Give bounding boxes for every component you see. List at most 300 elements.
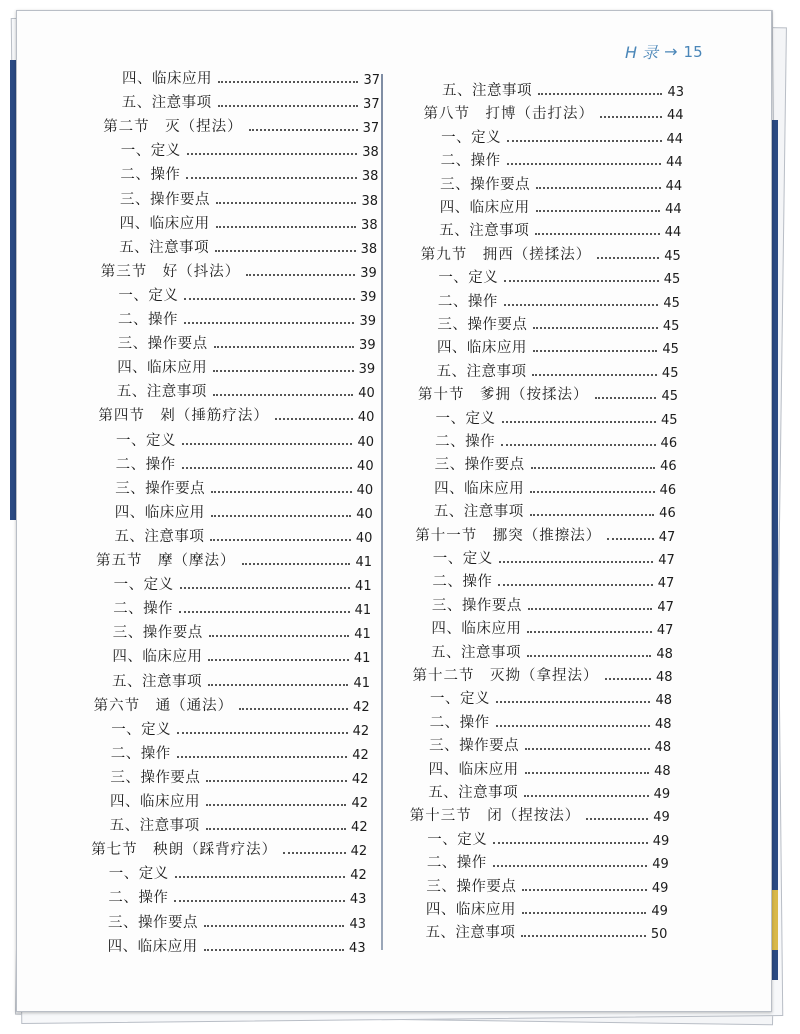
dot-leader (496, 725, 650, 727)
dot-leader (177, 732, 347, 734)
toc-entry-title: 三、操作要点 (112, 625, 203, 642)
toc-entry-row (120, 187, 378, 209)
dot-leader (600, 116, 662, 118)
dot-leader (533, 327, 657, 329)
toc-entry-title: 一、定义 (111, 721, 172, 738)
toc-page-number: 43 (349, 916, 366, 932)
toc-section-row (98, 403, 374, 425)
toc-page-number: 43 (349, 892, 367, 908)
toc-page-number: 42 (351, 771, 369, 787)
toc-page-number: 45 (661, 365, 679, 381)
toc-page-number: 40 (356, 506, 373, 522)
toc-entry-row (434, 499, 676, 521)
toc-entry-title: 三、操作要点 (110, 769, 201, 786)
toc-entry-title: 三、操作要点 (440, 176, 531, 193)
toc-entry-title: 五、注意事项 (433, 504, 524, 521)
toc-entry-title: 四、临床应用 (107, 938, 198, 955)
dot-leader (218, 105, 358, 107)
toc-entry-title: 三、操作要点 (426, 878, 517, 895)
toc-entry-title: 二、操作 (437, 293, 498, 310)
toc-entry-row (437, 335, 679, 357)
toc-page-number: 41 (354, 603, 372, 619)
toc-entry-title: 二、操作 (118, 312, 178, 328)
toc-entry-title: 第十节 爹拥（按揉法） (418, 387, 589, 404)
dot-leader (283, 852, 345, 854)
toc-entry-title: 三、操作要点 (120, 191, 210, 208)
toc-entry-title: 四、临床应用 (114, 504, 205, 521)
dot-leader (249, 129, 358, 131)
toc-page-number: 47 (656, 623, 674, 639)
toc-entry-title: 四、临床应用 (428, 761, 519, 778)
toc-entry-title: 三、操作要点 (108, 914, 198, 931)
toc-entry-row (114, 572, 372, 594)
toc-entry-title: 五、注意事项 (430, 644, 521, 661)
toc-page-number: 39 (360, 265, 377, 281)
toc-entry-title: 四、临床应用 (436, 340, 527, 357)
toc-page-number: 37 (362, 121, 380, 137)
dot-leader (206, 804, 346, 806)
dot-leader (186, 177, 356, 179)
toc-entry-row (441, 125, 683, 147)
toc-entry-title: 四、临床应用 (431, 621, 522, 638)
dot-leader (527, 631, 651, 633)
toc-entry-row (426, 874, 668, 896)
dot-leader (504, 280, 658, 282)
toc-section-row (94, 693, 370, 715)
toc-entry-title: 二、操作 (108, 890, 169, 907)
toc-entry-title: 第十三节 闭（捏按法） (409, 808, 581, 825)
dot-leader (524, 795, 648, 797)
toc-page-number: 41 (353, 675, 370, 691)
toc-entry-title: 五、注意事项 (114, 528, 205, 545)
dot-leader (211, 515, 351, 517)
toc-entry-row (117, 379, 375, 401)
toc-entry-row (109, 861, 367, 883)
toc-page-number: 46 (660, 459, 677, 475)
toc-entry-row (120, 162, 378, 184)
toc-entry-title: 第八节 打博（击打法） (423, 106, 595, 123)
toc-entry-title: 三、操作要点 (117, 336, 208, 353)
toc-page-number: 40 (356, 482, 374, 498)
toc-entry-row (112, 644, 370, 666)
toc-entry-row (439, 218, 681, 240)
toc-page-number: 42 (351, 820, 368, 836)
toc-page-number: 44 (665, 202, 682, 217)
dot-leader (507, 140, 661, 142)
toc-entry-title: 三、操作要点 (434, 457, 525, 474)
toc-entry-title: 第三节 好（抖法） (100, 263, 241, 280)
toc-entry-row (115, 476, 373, 498)
toc-section-row (424, 101, 684, 123)
toc-page-number: 39 (358, 362, 376, 378)
toc-entry-row (114, 524, 372, 546)
toc-entry-row (427, 850, 669, 872)
toc-entry-row (429, 757, 671, 779)
dot-leader (180, 587, 350, 589)
dot-leader (531, 467, 655, 469)
toc-entry-title: 二、操作 (110, 745, 171, 762)
dot-leader (521, 935, 645, 937)
dot-leader (525, 748, 649, 750)
toc-entry-row (118, 331, 376, 353)
toc-entry-row (108, 934, 366, 956)
dot-leader (607, 538, 653, 540)
toc-entry-row (111, 717, 369, 739)
toc-entry-row (111, 741, 369, 763)
dot-leader (210, 539, 350, 541)
toc-page-number: 38 (361, 169, 379, 185)
toc-section-row (91, 837, 367, 859)
toc-entry-row (116, 452, 374, 474)
toc-entry-row (430, 686, 672, 708)
toc-page-number: 38 (361, 193, 378, 209)
dot-leader (595, 397, 657, 399)
toc-entry-title: 一、定义 (441, 129, 502, 146)
toc-entry-title: 一、定义 (427, 831, 488, 848)
toc-page-number: 50 (650, 927, 668, 943)
dot-leader (214, 346, 354, 348)
toc-page-number: 43 (667, 85, 684, 100)
toc-entry-title: 一、定义 (113, 577, 174, 594)
dot-leader (533, 350, 657, 352)
toc-entry-row (428, 780, 670, 802)
toc-entry-row (115, 500, 373, 522)
toc-entry-title: 四、临床应用 (122, 71, 212, 87)
dot-leader (208, 684, 348, 686)
toc-entry-title: 一、定义 (438, 270, 499, 287)
toc-page-number: 48 (654, 740, 672, 756)
toc-page-number: 45 (661, 412, 678, 428)
toc-entry-title: 五、注意事项 (442, 83, 532, 99)
toc-page-number: 41 (353, 651, 371, 667)
toc-entry-title: 五、注意事项 (425, 925, 516, 942)
toc-entry-title: 五、注意事项 (112, 673, 202, 690)
toc-entry-title: 一、定义 (108, 866, 169, 883)
toc-entry-row (425, 920, 667, 942)
toc-page-number: 41 (355, 555, 372, 570)
toc-page-number: 42 (352, 723, 370, 739)
dot-leader (242, 563, 351, 565)
dot-leader (182, 467, 352, 469)
dot-leader (204, 949, 344, 951)
toc-page-number: 49 (653, 787, 671, 802)
dot-leader (215, 250, 355, 252)
toc-entry-row (108, 885, 366, 907)
dot-leader (522, 889, 646, 891)
toc-page-number: 38 (361, 217, 378, 233)
dot-leader (177, 756, 347, 758)
toc-entry-row (113, 620, 371, 642)
toc-page-number: 46 (660, 436, 678, 451)
toc-entry-title: 一、定义 (435, 410, 496, 427)
toc-entry-title: 五、注意事项 (116, 384, 207, 401)
toc-entry-row (438, 289, 680, 311)
toc-entry-row (432, 593, 674, 615)
arrow-icon: → (664, 42, 678, 61)
toc-entry-title: 三、操作要点 (431, 597, 522, 614)
toc-entry-title: 四、临床应用 (119, 215, 210, 232)
toc-page-number: 39 (359, 289, 377, 305)
toc-page-number: 44 (666, 155, 683, 171)
dot-leader (530, 514, 654, 516)
dot-leader (213, 394, 353, 396)
toc-section-row (415, 523, 675, 545)
toc-page-number: 49 (652, 833, 670, 849)
dot-leader (246, 274, 355, 276)
dot-leader (174, 900, 344, 902)
toc-entry-row (429, 733, 671, 755)
toc-entry-row (108, 910, 366, 932)
toc-entry-row (427, 827, 669, 849)
dot-leader (597, 257, 659, 259)
toc-entry-title: 一、定义 (120, 143, 181, 160)
dot-leader (527, 655, 651, 657)
toc-page-number: 45 (662, 319, 680, 334)
toc-entry-title: 四、临床应用 (110, 794, 200, 810)
toc-entry-title: 第十二节 灭拗（拿捏法） (412, 668, 599, 684)
toc-page-number: 37 (363, 97, 380, 113)
toc-entry-title: 第六节 通（通法） (93, 697, 234, 714)
toc-entry-title: 二、操作 (432, 574, 493, 591)
toc-page-number: 39 (359, 314, 376, 329)
toc-entry-row (440, 172, 682, 194)
toc-entry-row (434, 476, 676, 498)
toc-page-number: 44 (664, 225, 682, 241)
dot-leader (213, 370, 353, 372)
dot-leader (536, 210, 660, 212)
toc-page-number: 44 (666, 131, 684, 147)
toc-page-number: 47 (657, 576, 675, 592)
toc-entry-title: 四、临床应用 (439, 200, 530, 216)
dot-leader (239, 708, 348, 710)
dot-leader (530, 491, 654, 493)
toc-entry-row (436, 406, 678, 428)
toc-entry-row (438, 265, 680, 287)
toc-entry-row (118, 307, 376, 329)
toc-page-number: 48 (656, 646, 673, 662)
toc-section-row (421, 242, 681, 264)
toc-page-number: 45 (661, 389, 679, 405)
toc-page-number: 37 (363, 73, 380, 88)
toc-entry-title: 第九节 拥西（搓揉法） (420, 246, 592, 263)
toc-page-number: 41 (354, 627, 371, 643)
dot-leader (536, 187, 660, 189)
blue-page-edge-right (772, 120, 778, 980)
toc-entry-title: 五、注意事项 (439, 223, 530, 240)
dot-leader (501, 444, 655, 446)
toc-page-number: 38 (362, 145, 379, 161)
toc-entry-row (110, 813, 368, 835)
dot-leader (496, 701, 650, 703)
toc-entry-row (121, 138, 379, 160)
toc-page-number: 46 (659, 482, 677, 498)
dot-leader (502, 421, 656, 423)
dot-leader (216, 226, 356, 228)
toc-page-number: 45 (662, 342, 679, 358)
dot-leader (206, 780, 346, 782)
toc-page-number: 40 (355, 530, 373, 546)
toc-section-row (101, 259, 377, 281)
toc-page-number: 45 (664, 248, 681, 264)
toc-entry-row (118, 283, 376, 305)
dot-leader (218, 81, 358, 83)
toc-entry-row (437, 312, 679, 334)
dot-leader (204, 925, 344, 927)
dot-leader (208, 659, 348, 661)
toc-entry-title: 五、注意事项 (109, 818, 200, 835)
toc-entry-row (440, 195, 682, 217)
toc-section-row (418, 382, 678, 404)
toc-entry-title: 一、定义 (118, 287, 179, 304)
toc-page-number: 42 (351, 796, 368, 811)
dot-leader (532, 374, 656, 376)
page-number: 15 (683, 42, 703, 61)
toc-page-number: 40 (357, 458, 374, 474)
toc-page-number: 38 (360, 241, 378, 257)
dot-leader (499, 561, 653, 563)
dot-leader (209, 635, 349, 637)
toc-page-number: 44 (666, 108, 684, 124)
toc-entry-row (120, 211, 378, 233)
toc-entry-title: 第五节 摩（摩法） (96, 553, 236, 569)
toc-entry-row (122, 90, 380, 112)
toc-page-number: 43 (349, 940, 366, 956)
toc-entry-row (117, 355, 375, 377)
toc-entry-title: 二、操作 (435, 434, 496, 450)
toc-page-number: 44 (665, 178, 683, 194)
toc-entry-title: 四、临床应用 (434, 480, 525, 497)
toc-entry-title: 五、注意事项 (121, 95, 212, 112)
header-label: H 录 (625, 43, 659, 62)
toc-entry-row (112, 669, 370, 691)
dot-leader (206, 828, 346, 830)
yellow-page-edge (772, 890, 778, 950)
dot-leader (182, 443, 352, 445)
dot-leader (522, 912, 646, 914)
toc-page-number: 40 (357, 410, 375, 426)
toc-section-row (410, 803, 670, 825)
dot-leader (175, 876, 345, 878)
toc-entry-title: 二、操作 (120, 167, 181, 184)
dot-leader (507, 163, 661, 165)
toc-section-row (103, 114, 379, 136)
toc-entry-row (119, 235, 377, 257)
toc-entry-row (110, 765, 368, 787)
toc-entry-title: 五、注意事项 (436, 363, 527, 380)
dot-leader (184, 298, 354, 300)
dot-leader (184, 322, 354, 324)
toc-entry-row (113, 596, 371, 618)
toc-page-number: 47 (658, 553, 675, 568)
toc-section-row (96, 548, 372, 570)
toc-entry-row (433, 546, 675, 568)
toc-page-number: 48 (654, 763, 671, 779)
toc-entry-row (436, 359, 678, 381)
toc-entry-title: 三、操作要点 (437, 317, 528, 333)
toc-page-number: 49 (651, 880, 669, 896)
toc-page-number: 42 (350, 844, 368, 860)
column-divider (381, 74, 383, 950)
toc-entry-title: 四、临床应用 (425, 902, 516, 918)
toc-entry-title: 二、操作 (429, 714, 490, 731)
dot-leader (586, 818, 648, 820)
toc-page-number: 48 (655, 693, 673, 709)
toc-page-number: 46 (659, 506, 676, 522)
dot-leader (493, 842, 647, 844)
toc-entry-title: 三、操作要点 (115, 480, 206, 497)
toc-page-number: 49 (653, 810, 670, 826)
toc-page-number: 39 (359, 338, 376, 354)
toc-page-number: 40 (358, 386, 375, 402)
toc-entry-row (432, 569, 674, 591)
toc-page-number: 49 (651, 904, 668, 919)
dot-leader (535, 233, 659, 235)
toc-entry-title: 三、操作要点 (429, 738, 520, 755)
toc-entry-row (435, 452, 677, 474)
dot-leader (504, 304, 658, 306)
toc-page-number: 45 (663, 295, 680, 311)
dot-leader (216, 202, 356, 204)
dot-leader (605, 678, 651, 680)
toc-entry-row (431, 616, 673, 638)
dot-leader (275, 418, 353, 420)
dot-leader (493, 865, 647, 867)
toc-page-number: 47 (657, 599, 674, 615)
dot-leader (498, 584, 652, 586)
toc-entry-title: 一、定义 (432, 551, 493, 567)
toc-entry-row (110, 789, 368, 811)
toc-page-number: 45 (663, 272, 681, 288)
toc-entry-title: 二、操作 (113, 601, 174, 618)
toc-entry-row (122, 66, 380, 88)
toc-entry-row (441, 148, 683, 170)
toc-entry-title: 一、定义 (430, 691, 491, 708)
page-header (625, 40, 703, 63)
toc-page-number: 47 (658, 529, 676, 545)
toc-page-number: 48 (655, 670, 673, 685)
toc-section-row (413, 663, 673, 685)
toc-entry-title: 二、操作 (115, 456, 176, 473)
toc-entry-title: 五、注意事项 (428, 785, 519, 801)
toc-page-number: 40 (357, 434, 374, 450)
toc-page-number: 42 (350, 868, 367, 884)
toc-entry-row (442, 78, 684, 100)
toc-page-number: 42 (352, 747, 369, 763)
toc-page-number: 41 (355, 579, 372, 595)
toc-entry-title: 二、操作 (426, 855, 487, 872)
toc-page-number: 42 (353, 699, 370, 715)
toc-entry-title: 第二节 灭（捏法） (103, 119, 243, 136)
dot-leader (179, 611, 349, 613)
toc-entry-title: 二、操作 (440, 153, 501, 170)
dot-leader (211, 491, 351, 493)
toc-page-number: 49 (652, 857, 669, 873)
toc-entry-title: 一、定义 (116, 432, 176, 449)
toc-page-number: 48 (655, 716, 672, 732)
toc-entry-title: 四、临床应用 (117, 360, 208, 377)
toc-entry-row (435, 429, 677, 451)
dot-leader (538, 93, 662, 95)
toc-entry-title: 第四节 剁（捶筋疗法） (98, 408, 269, 425)
toc-entry-row (431, 640, 673, 662)
toc-entry-title: 五、注意事项 (119, 239, 210, 256)
toc-entry-title: 第七节 秧朗（踩背疗法） (91, 842, 278, 859)
dot-leader (187, 153, 357, 155)
toc-entry-row (116, 428, 374, 450)
dot-leader (525, 772, 649, 774)
toc-entry-title: 第十一节 挪突（推擦法） (415, 527, 602, 544)
dot-leader (528, 608, 652, 610)
